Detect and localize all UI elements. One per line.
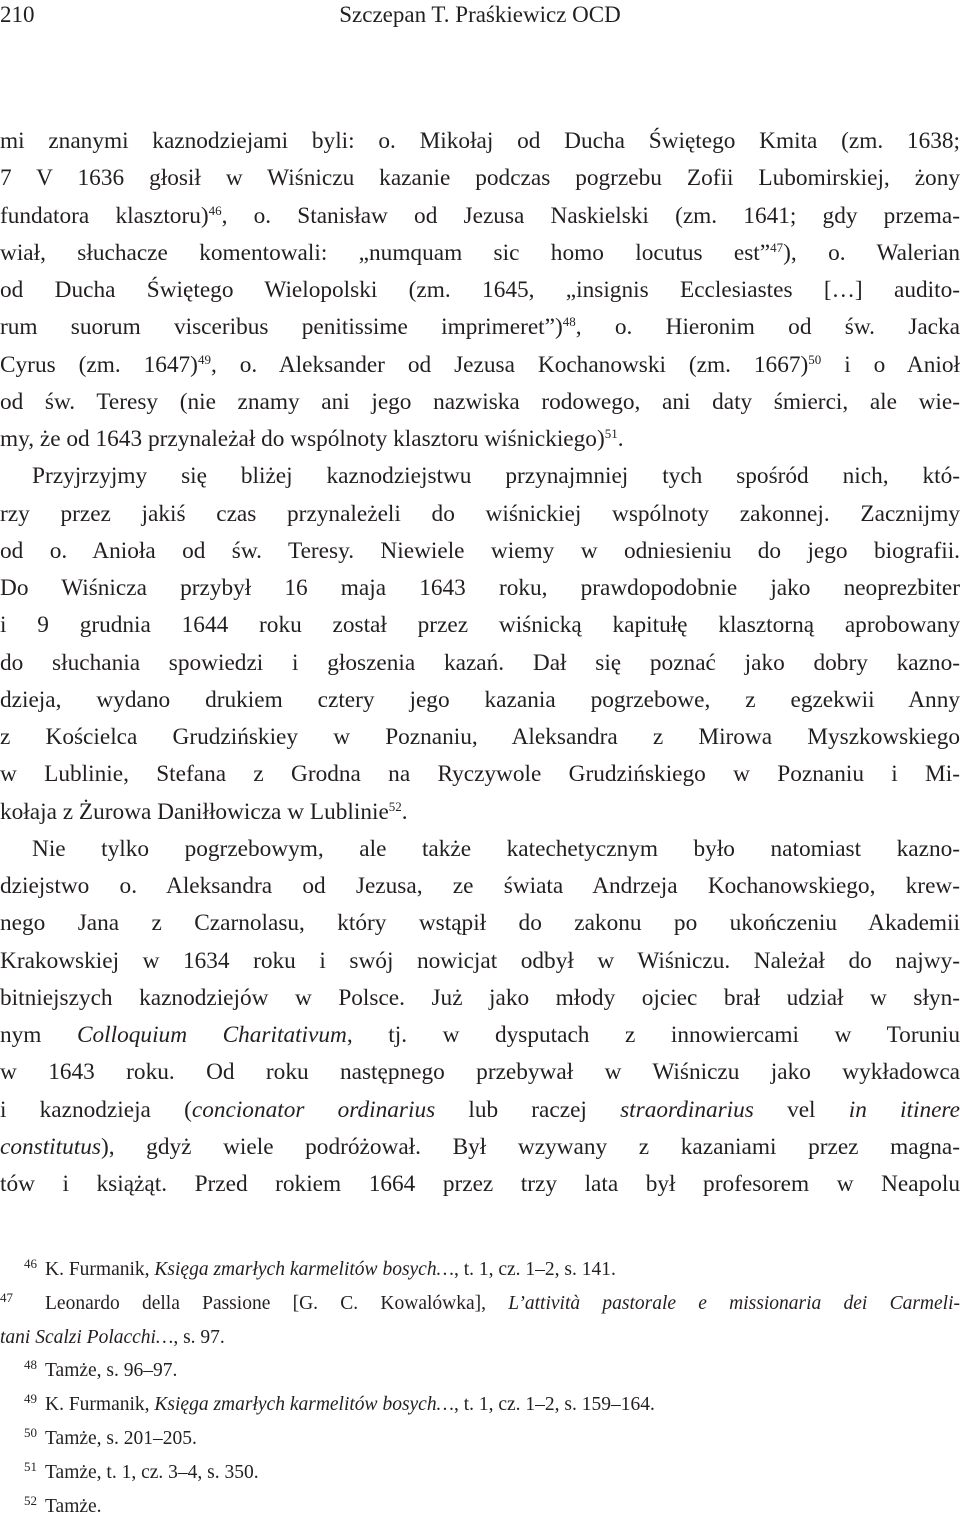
text-line: dziejstwo o. Aleksandra od Jezusa, ze świata Andrzeja Kochanowskiego, krew- (0, 873, 960, 899)
footnote-ref: 48 (562, 314, 576, 330)
text-line: tów i książąt. Przed rokiem 1664 przez trzy lata był profesorem w Neapolu (0, 1171, 960, 1197)
page-header (0, 0, 960, 40)
text-line: i kaznodzieja (concionator ordinarius lub raczej straordinarius vel in itinere (0, 1096, 960, 1123)
footnote: 46 K. Furmanik, Księga zmarłych karmelitów bosych…, t. 1, cz. 1–2, s. 141. (24, 1256, 616, 1280)
text-line: od Ducha Świętego Wielopolski (zm. 1645, „insignis Ecclesiastes […] audito- (0, 277, 960, 303)
footnote-ref: 46 (208, 202, 222, 218)
text-line: z Kościelca Grudzińskiey w Poznaniu, Aleksandra z Mirowa Myszkowskiego (0, 724, 960, 750)
text-line: nego Jana z Czarnolasu, który wstąpił do zakonu po ukończeniu Akademii (0, 910, 960, 937)
page-number: 210 (0, 2, 35, 27)
footnote-ref: 47 (770, 239, 784, 255)
text-line: Przyjrzyjmy się bliżej kaznodziejstwu przynajmniej tych spośród nich, któ- (32, 463, 960, 490)
footnote: 52 Tamże. (24, 1492, 102, 1517)
text-line: od o. Anioła od św. Teresy. Niewiele wiemy w odniesieniu do jego biografii. (0, 537, 960, 564)
text-line: w 1643 roku. Od roku następnego przebywał w Wiśniczu jako wykładowca (0, 1059, 960, 1086)
footnote: 47 Leonardo della Passione [G. C. Kowalówka], L’attività pastorale e missionaria dei Carmeli- (0, 1289, 960, 1314)
footnote: 49 K. Furmanik, Księga zmarłych karmelitów bosych…, t. 1, cz. 1–2, s. 159–164. (24, 1391, 655, 1416)
footnote-ref: 52 (388, 798, 402, 814)
text-line: od św. Teresy (nie znamy ani jego nazwiska rodowego, ani daty śmierci, ale wie- (0, 388, 960, 415)
text-line: wiał, słuchacze komentowali: „numquam sic homo locutus est”$^{47}$), o. Walerian (0, 239, 960, 266)
footnote-continuation: tani Scalzi Polacchi…, s. 97. (0, 1326, 225, 1348)
text-line: fundatora klasztoru)$^{46}$, o. Stanisław od Jezusa Naskielski (zm. 1641; gdy przema- (0, 202, 960, 229)
text-line: i 9 grudnia 1644 roku został przez wiśnicką kapitułę klasztorną aprobowany (0, 612, 960, 639)
running-head: Szczepan T. Praśkiewicz OCD (339, 2, 621, 27)
text-line: Krakowskiej w 1634 roku i swój nowicjat odbył w Wiśniczu. Należał do najwy- (0, 947, 960, 974)
text-line: rzy przez jakiś czas przynależeli do wiśnickiej wspólnoty zakonnej. Zacznijmy (0, 500, 960, 527)
text-line: my, że od 1643 przynależał do wspólnoty klasztoru wiśnickiego)$^{51}$. (0, 426, 624, 452)
text-line: Do Wiśnicza przybył 16 maja 1643 roku, prawdopodobnie jako neoprezbiter (0, 575, 960, 601)
text-line: do słuchania spowiedzi i głoszenia kazań. Dał się poznać jako dobry kazno- (0, 649, 960, 676)
footnotes (0, 1253, 960, 1523)
text-line: dzieja, wydano drukiem cztery jego kazania pogrzebowe, z egzekwii Anny (0, 686, 960, 713)
footnote-ref: 51 (604, 426, 618, 441)
text-line: kołaja z Żurowa Daniłłowicza w Lublinie$^{52}$. (0, 798, 408, 825)
text-line: Nie tylko pogrzebowym, ale także katechetycznym było natomiast kazno- (32, 835, 960, 862)
footnote: 48 Tamże, s. 96–97. (24, 1357, 178, 1382)
text-line: nym Colloquium Charitativum, tj. w dysputach z innowiercami w Toruniu (0, 1022, 960, 1048)
text-line: rum suorum visceribus penitissime imprimeret”)$^{48}$, o. Hieronim od św. Jacka (0, 314, 960, 341)
footnote: 51 Tamże, t. 1, cz. 3–4, s. 350. (24, 1458, 259, 1483)
text-line: constitutus), gdyż wiele podróżował. Był wzywany z kazaniami przez magna- (0, 1133, 960, 1160)
text-line: w Lublinie, Stefana z Grodna na Ryczywole Grudzińskiego w Poznaniu i Mi- (0, 761, 960, 788)
footnote-ref: 50 (808, 351, 822, 367)
footnote-ref: 49 (197, 351, 211, 367)
text-line: mi znanymi kaznodziejami byli: o. Mikołaj od Ducha Świętego Kmita (zm. 1638; (0, 128, 960, 154)
text-line: Cyrus (zm. 1647)$^{49}$, o. Aleksander od Jezusa Kochanowski (zm. 1667)$^{50}$ i o Anioł (0, 351, 960, 378)
footnote: 50 Tamże, s. 201–205. (24, 1424, 197, 1449)
text-line: bitniejszych kaznodziejów w Polsce. Już jako młody ojciec brał udział w słyn- (0, 984, 960, 1011)
main-text (0, 123, 960, 1203)
text-line: 7 V 1636 głosił w Wiśniczu kazanie podczas pogrzebu Zofii Lubomirskiej, żony (0, 165, 960, 192)
